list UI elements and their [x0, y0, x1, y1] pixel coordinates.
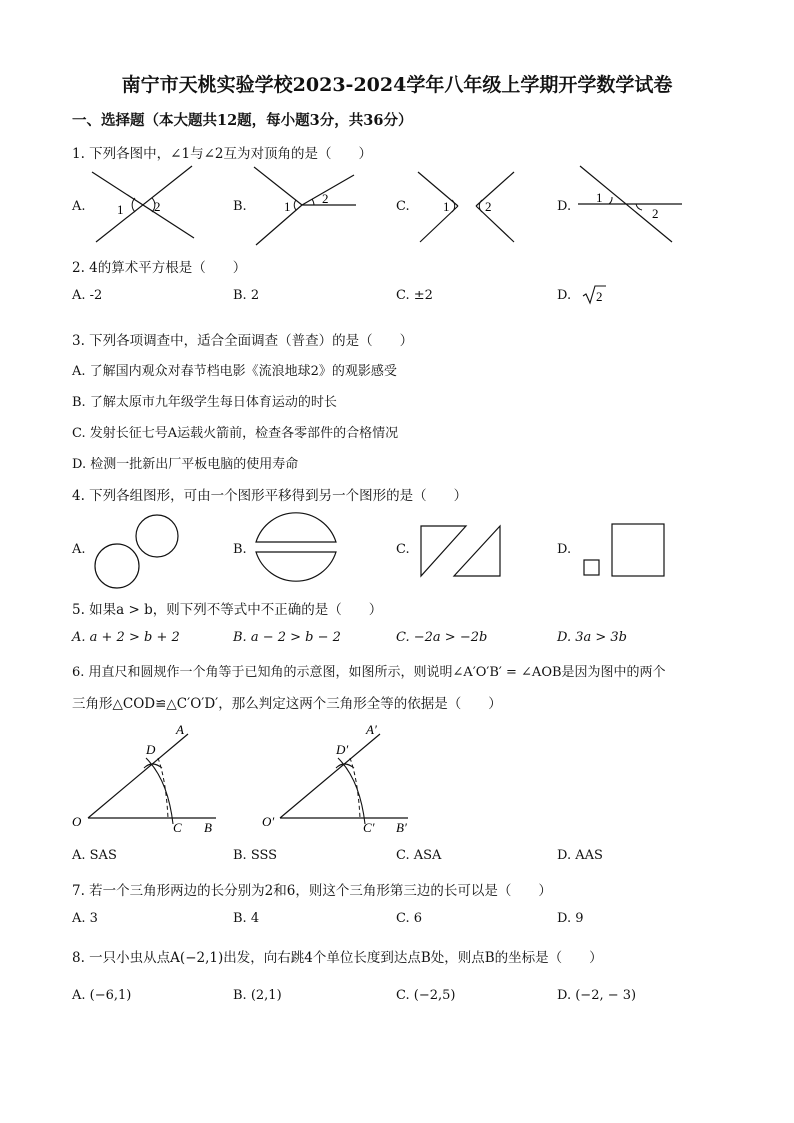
q5-stem: 5. 如果a > b，则下列不等式中不正确的是（ ）	[72, 602, 383, 618]
q8-stem: 8. 一只小虫从点A(−2,1)出发，向右跳4个单位长度到达点B处，则点B的坐标是（ ）	[72, 950, 603, 966]
label-d-prime: D′	[336, 742, 349, 757]
q8-option-d[interactable]: D. (−2, − 3)	[557, 988, 637, 1003]
q1b-angle1-label: 1	[284, 199, 291, 214]
q6-option-b[interactable]: B. SSS	[233, 848, 278, 863]
page-title: 南宁市天桃实验学校2023-2024学年八年级上学期开学数学试卷	[121, 74, 673, 96]
q4-figure-a	[90, 510, 190, 594]
q1a-angle2-label: 2	[154, 199, 161, 214]
q1-stem: 1. 下列各图中，∠1与∠2互为对顶角的是（ ）	[72, 146, 372, 162]
q3-option-a[interactable]: A. 了解国内观众对春节档电影《流浪地球2》的观影感受	[72, 364, 397, 379]
q7-option-a[interactable]: A. 3	[72, 911, 98, 926]
q1-option-b[interactable]: B.	[233, 199, 247, 214]
label-c-prime: C′	[363, 820, 375, 835]
q5-option-d[interactable]: D. 3a > 3b	[557, 630, 627, 645]
q3-stem: 3. 下列各项调查中，适合全面调查（普查）的是（ ）	[72, 333, 414, 349]
q4-figure-c	[418, 524, 508, 580]
q3-option-d[interactable]: D. 检测一批新出厂平板电脑的使用寿命	[72, 457, 299, 472]
q7-option-d[interactable]: D. 9	[557, 911, 584, 926]
q2-option-b[interactable]: B. 2	[233, 288, 260, 303]
q3-option-c[interactable]: C. 发射长征七号A运载火箭前，检查各零部件的合格情况	[72, 426, 399, 441]
q7-option-c[interactable]: C. 6	[396, 911, 423, 926]
q2-stem: 2. 4的算术平方根是（ ）	[72, 260, 247, 276]
q8-option-a[interactable]: A. (−6,1)	[72, 988, 132, 1003]
q1d-angle2-label: 2	[652, 206, 659, 221]
q4-option-d[interactable]: D.	[557, 542, 572, 557]
q4-option-c[interactable]: C.	[396, 542, 410, 557]
q6-option-d[interactable]: D. AAS	[557, 848, 603, 863]
q5-option-b[interactable]: B. a − 2 > b − 2	[233, 630, 341, 645]
q1b-angle2-label: 2	[322, 191, 329, 206]
q8-option-c[interactable]: C. (−2,5)	[396, 988, 456, 1003]
q6-stem-line2: 三角形△COD≌△C′O′D′，那么判定这两个三角形全等的依据是（ ）	[72, 696, 502, 712]
label-a-prime: A′	[366, 722, 377, 737]
q5-option-c[interactable]: C. −2a > −2b	[396, 630, 488, 645]
q8-option-b[interactable]: B. (2,1)	[233, 988, 282, 1003]
q2-option-d[interactable]: D.	[557, 288, 572, 303]
q1c-angle2-label: 2	[485, 199, 492, 214]
label-b: B	[204, 820, 212, 835]
q2-option-a[interactable]: A. -2	[72, 288, 103, 303]
q6-option-c[interactable]: C. ASA	[396, 848, 442, 863]
label-o-prime: O′	[262, 814, 275, 829]
q1-figure-b	[252, 165, 372, 251]
q3-option-b[interactable]: B. 了解太原市九年级学生每日体育运动的时长	[72, 395, 337, 410]
q4-stem: 4. 下列各组图形，可由一个图形平移得到另一个图形的是（ ）	[72, 488, 468, 504]
q6-figure-copy	[262, 720, 422, 840]
q1-figure-c	[414, 166, 524, 252]
section-heading: 一、选择题（本大题共12题，每小题3分，共36分）	[72, 112, 413, 129]
sqrt-argument: 2	[596, 289, 603, 304]
label-o: O	[72, 814, 82, 829]
q4-figure-d	[580, 522, 670, 582]
q4-option-b[interactable]: B.	[233, 542, 247, 557]
sqrt-symbol	[582, 284, 608, 306]
label-b-prime: B′	[396, 820, 407, 835]
q2-option-c[interactable]: C. ±2	[396, 288, 433, 303]
q7-stem: 7. 若一个三角形两边的长分别为2和6，则这个三角形第三边的长可以是（ ）	[72, 883, 552, 899]
q1a-angle1-label: 1	[117, 202, 124, 217]
label-d: D	[146, 742, 156, 757]
q1c-angle1-label: 1	[443, 199, 450, 214]
label-a: A	[176, 722, 184, 737]
q1-option-a[interactable]: A.	[72, 199, 86, 214]
q7-option-b[interactable]: B. 4	[233, 911, 260, 926]
q4-figure-b	[252, 514, 342, 584]
q6-stem-line1: 6. 用直尺和圆规作一个角等于已知角的示意图，如图所示，则说明∠A′O′B′ = ∠AOB是因为图中的两个	[72, 665, 666, 680]
q6-figure-original	[70, 720, 230, 840]
q1-figure-a	[88, 162, 208, 248]
label-c: C	[173, 820, 182, 835]
q5-option-a[interactable]: A. a + 2 > b + 2	[72, 630, 180, 645]
q1-option-c[interactable]: C.	[396, 199, 410, 214]
q1-figure-d	[578, 162, 688, 248]
q1-option-d[interactable]: D.	[557, 199, 572, 214]
q1d-angle1-label: 1	[596, 190, 603, 205]
q6-option-a[interactable]: A. SAS	[72, 848, 117, 863]
q4-option-a[interactable]: A.	[72, 542, 86, 557]
